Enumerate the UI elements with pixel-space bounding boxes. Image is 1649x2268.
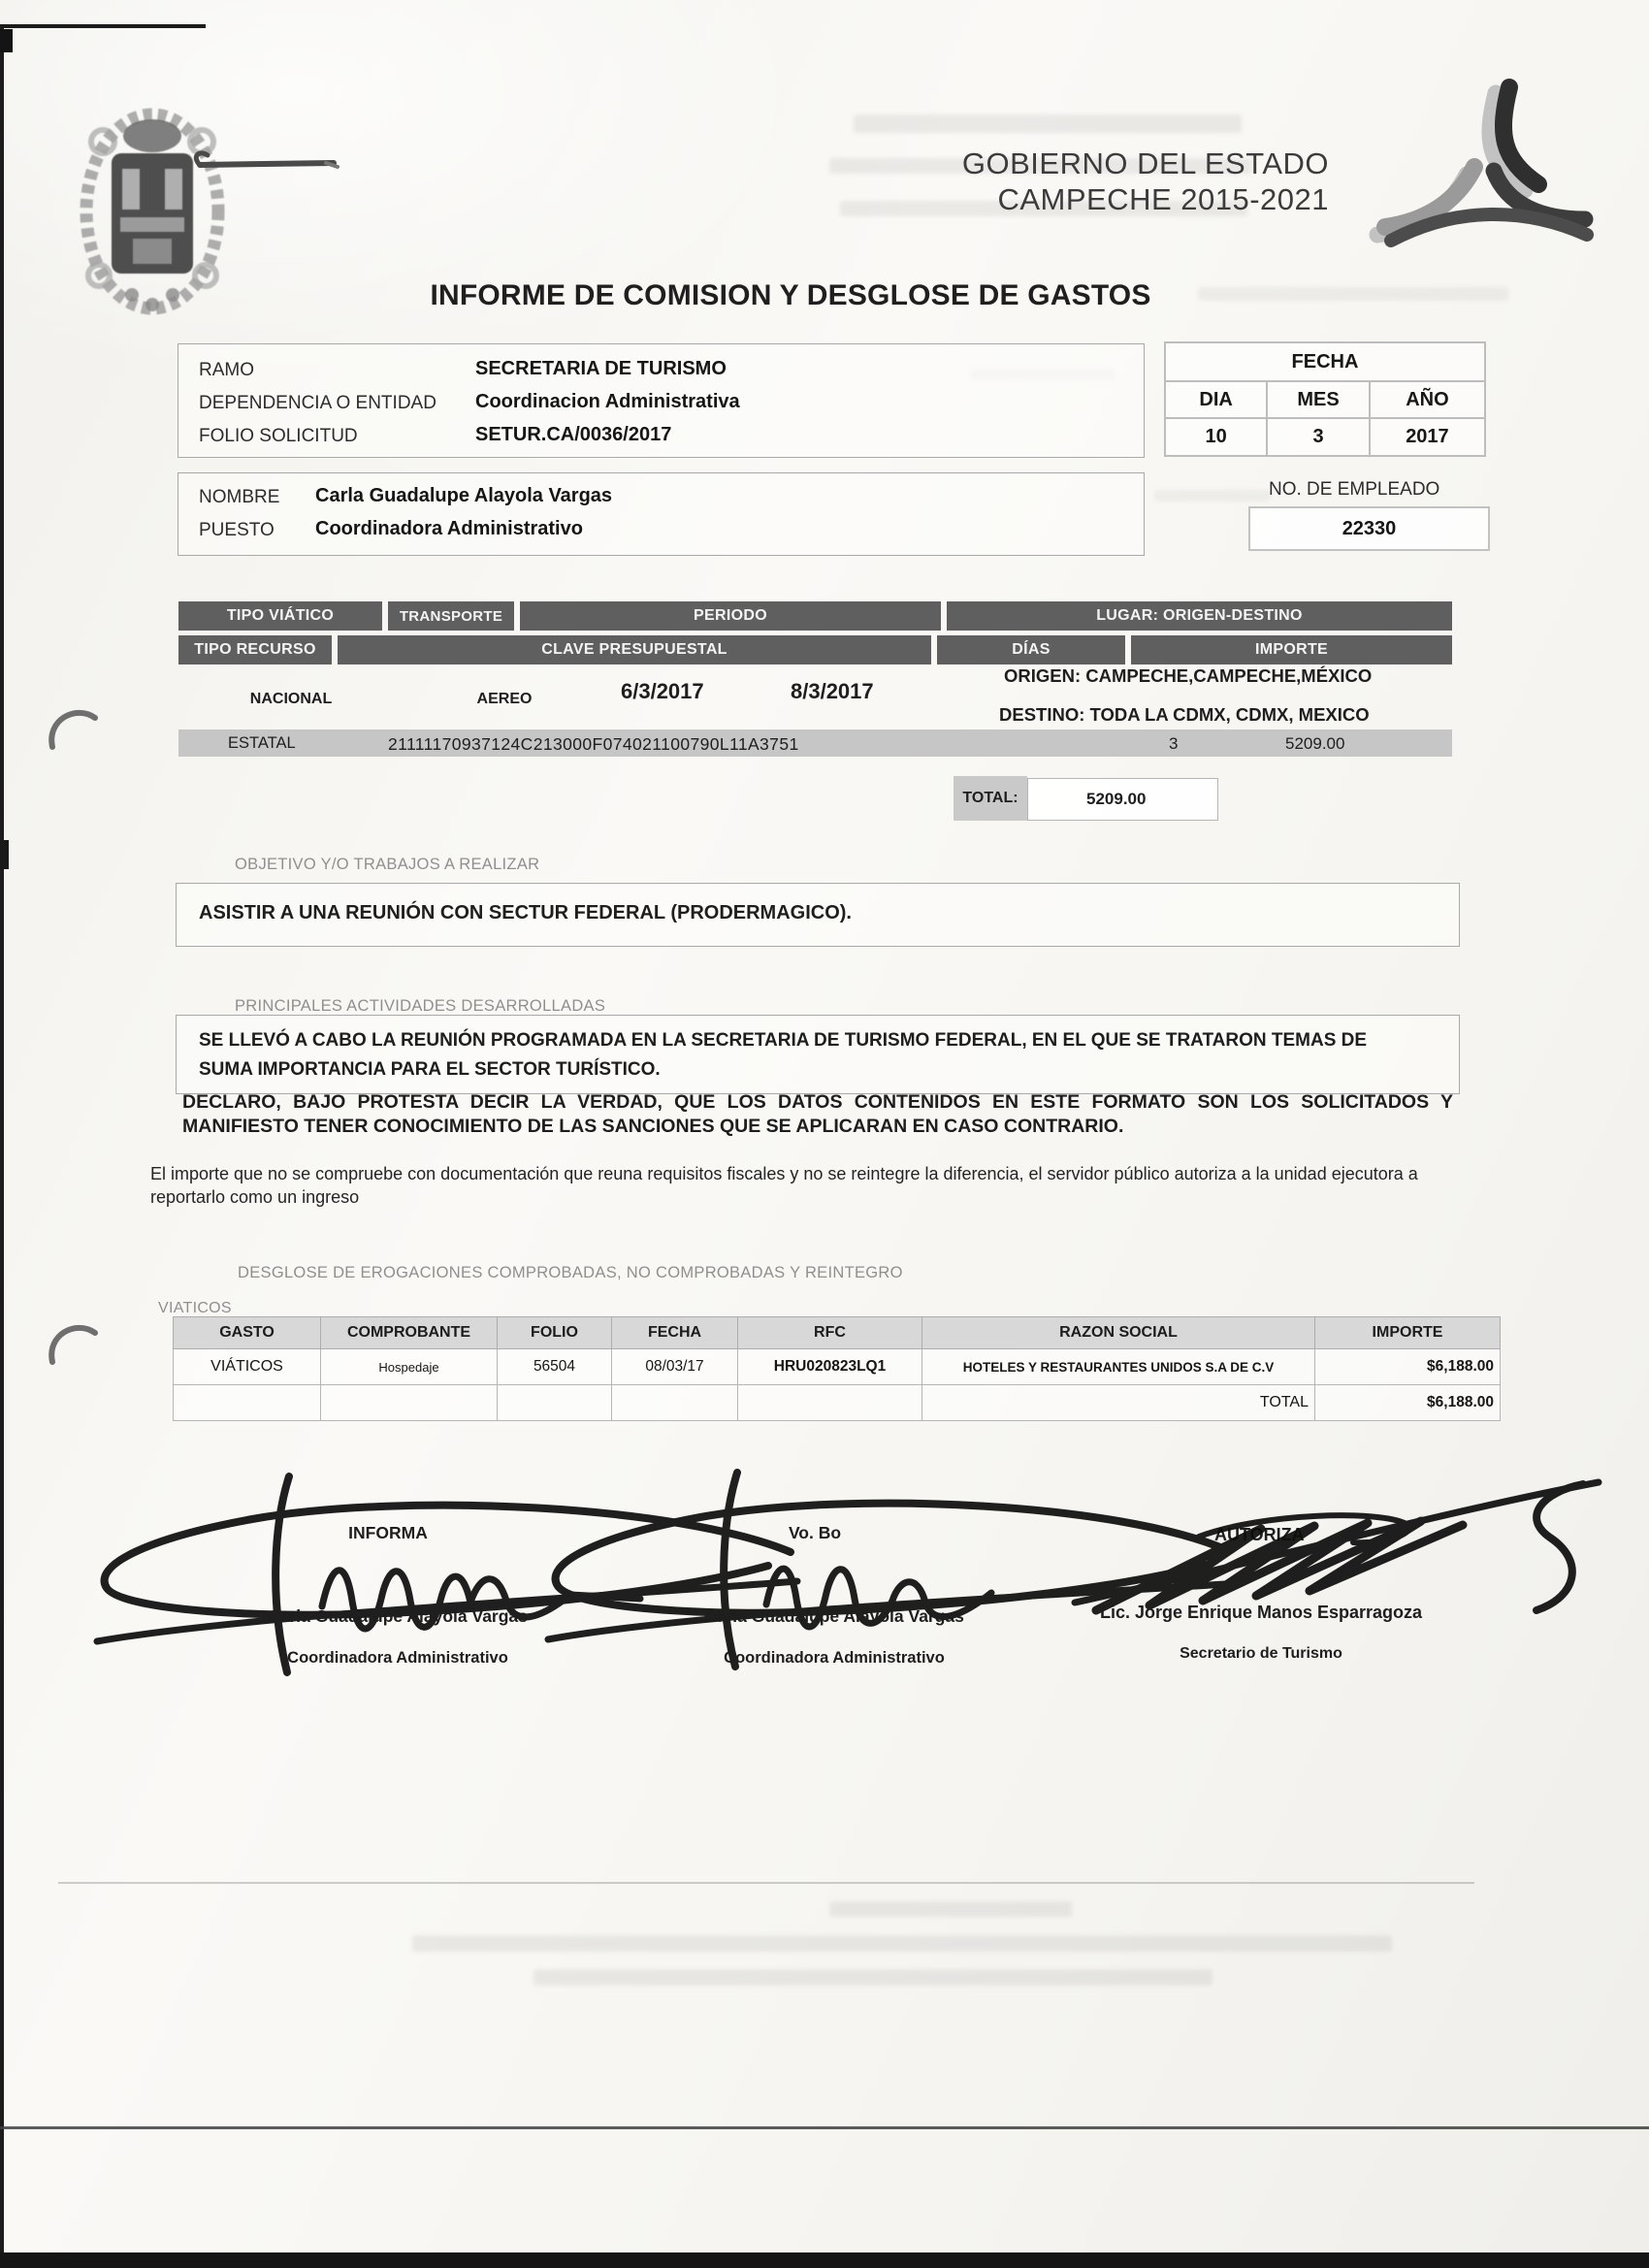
gasto-cell: VIÁTICOS bbox=[174, 1349, 321, 1385]
col-header-lugar: LUGAR: ORIGEN-DESTINO bbox=[947, 601, 1452, 631]
total-label-cell bbox=[954, 776, 1027, 821]
tipo-recurso-value: ESTATAL bbox=[228, 734, 296, 752]
desglose-header-row bbox=[174, 1317, 1501, 1349]
informa-role-label: INFORMA bbox=[348, 1523, 428, 1542]
col-header-dias: DÍAS bbox=[937, 635, 1125, 664]
desglose-header: IMPORTE bbox=[1315, 1317, 1501, 1349]
ramo-value: SECRETARIA DE TURISMO bbox=[475, 358, 727, 379]
fecha-ano-value: 2017 bbox=[1370, 418, 1485, 456]
importe-cell: $6,188.00 bbox=[1315, 1349, 1501, 1385]
scanner-fiber-mark bbox=[47, 1319, 109, 1374]
empty-cell bbox=[174, 1385, 321, 1421]
desglose-total-value: $6,188.00 bbox=[1315, 1385, 1501, 1421]
empty-cell bbox=[738, 1385, 922, 1421]
declaracion-text: DECLARO, BAJO PROTESTA DECIR LA VERDAD, QUE LOS DATOS CONTENIDOS EN ESTE FORMATO SON LOS SOLICITADOS Y MANIFIESTO TENER CONOCIMIENTO DE LAS SANCIONES QUE SE APLICARAN EN CASO CONTRARIO. bbox=[182, 1091, 1453, 1137]
signatures-ink bbox=[0, 1455, 1649, 1707]
bleedthrough-text bbox=[1154, 490, 1271, 502]
staple-icon bbox=[190, 147, 345, 180]
bleedthrough-text bbox=[829, 1901, 1072, 1917]
fecha-dia-label: DIA bbox=[1165, 381, 1267, 418]
scan-left-notch-top bbox=[0, 29, 13, 52]
col-header-transporte: TRANSPORTE bbox=[388, 601, 514, 631]
fecha-mes-value: 3 bbox=[1267, 418, 1370, 456]
folio-label: FOLIO SOLICITUD bbox=[199, 426, 358, 446]
transporte-value: AEREO bbox=[476, 691, 533, 707]
desglose-header: RFC bbox=[738, 1317, 922, 1349]
bleedthrough-rule bbox=[58, 1882, 1474, 1884]
col-header-periodo: PERIODO bbox=[520, 601, 941, 631]
vobo-role-label: Vo. Bo bbox=[788, 1523, 842, 1542]
scan-top-edge bbox=[0, 24, 206, 28]
autoriza-puesto: Secretario de Turismo bbox=[1180, 1645, 1342, 1662]
vobo-nombre: Carla Guadalupe Alayola Vargas bbox=[704, 1606, 964, 1626]
total-value: 5209.00 bbox=[1086, 790, 1147, 808]
puesto-label: PUESTO bbox=[199, 520, 275, 540]
dependencia-label: DEPENDENCIA O ENTIDAD bbox=[199, 393, 436, 413]
desglose-table bbox=[173, 1316, 1501, 1421]
origen-value: ORIGEN: CAMPECHE,CAMPECHE,MÉXICO bbox=[1004, 665, 1373, 686]
col-header-tipo-viatico: TIPO VIÁTICO bbox=[178, 601, 382, 631]
fecha-ano-label: AÑO bbox=[1370, 381, 1485, 418]
vobo-puesto: Coordinadora Administrativo bbox=[724, 1649, 945, 1667]
header-government-name: GOBIERNO DEL ESTADO bbox=[961, 146, 1329, 180]
fecha-dia-value: 10 bbox=[1165, 418, 1267, 456]
government-logo bbox=[1356, 74, 1594, 258]
scan-bottom-bar bbox=[0, 2252, 1649, 2268]
informa-nombre: Carla Guadalupe Alayola Vargas bbox=[268, 1606, 528, 1626]
importe-value: 5209.00 bbox=[1285, 734, 1345, 753]
num-empleado-label: NO. DE EMPLEADO bbox=[1269, 479, 1440, 500]
folio-cell: 56504 bbox=[498, 1349, 612, 1385]
desglose-header: COMPROBANTE bbox=[321, 1317, 498, 1349]
viaticos-sublabel: VIATICOS bbox=[158, 1300, 232, 1316]
comprobante-cell: Hospedaje bbox=[321, 1349, 498, 1385]
recurso-row bbox=[178, 729, 1452, 757]
desglose-header: RAZON SOCIAL bbox=[922, 1317, 1315, 1349]
folio-value: SETUR.CA/0036/2017 bbox=[475, 424, 672, 445]
header-text-block bbox=[873, 146, 1329, 217]
scanner-fiber-mark bbox=[47, 704, 109, 759]
objetivo-text: ASISTIR A UNA REUNIÓN CON SECTUR FEDERAL (PRODERMAGICO). bbox=[199, 902, 852, 923]
clave-value: 21111170937124C213000F074021100790L11A3751 bbox=[388, 734, 799, 754]
scan-left-notch-mid bbox=[0, 840, 9, 869]
periodo-fin-value: 8/3/2017 bbox=[791, 679, 874, 703]
autoriza-nombre: Lic. Jorge Enrique Manos Esparragoza bbox=[1099, 1603, 1423, 1622]
periodo-inicio-value: 6/3/2017 bbox=[621, 679, 704, 703]
page-title: INFORME DE COMISION Y DESGLOSE DE GASTOS bbox=[430, 279, 1151, 311]
total-label: TOTAL: bbox=[962, 790, 1018, 806]
desglose-data-row bbox=[174, 1349, 1501, 1385]
actividades-label: PRINCIPALES ACTIVIDADES DESARROLLADAS bbox=[235, 997, 606, 1015]
desglose-total-row bbox=[174, 1385, 1501, 1421]
empty-cell bbox=[612, 1385, 738, 1421]
destino-value: DESTINO: TODA LA CDMX, CDMX, MEXICO bbox=[999, 704, 1370, 725]
header-period: CAMPECHE 2015-2021 bbox=[997, 182, 1329, 216]
informa-puesto: Coordinadora Administrativo bbox=[287, 1649, 508, 1667]
fecha-mes-label: MES bbox=[1267, 381, 1370, 418]
empty-cell bbox=[498, 1385, 612, 1421]
desglose-header: GASTO bbox=[174, 1317, 321, 1349]
desglose-total-label: TOTAL bbox=[922, 1385, 1315, 1421]
total-value-box bbox=[1027, 778, 1218, 821]
scan-left-edge bbox=[0, 25, 4, 2256]
actividades-text: SE LLEVÓ A CABO LA REUNIÓN PROGRAMADA EN LA SECRETARIA DE TURISMO FEDERAL, EN EL QUE SE TRATARON TEMAS DE SUMA IMPORTANCIA PARA EL SECTOR TURÍSTICO. bbox=[199, 1030, 1368, 1080]
dias-value: 3 bbox=[1169, 734, 1179, 753]
tipo-viatico-value: NACIONAL bbox=[249, 691, 333, 707]
desglose-label: DESGLOSE DE EROGACIONES COMPROBADAS, NO COMPROBADAS Y REINTEGRO bbox=[238, 1264, 903, 1281]
objetivo-label: OBJETIVO Y/O TRABAJOS A REALIZAR bbox=[235, 856, 540, 873]
nombre-value: Carla Guadalupe Alayola Vargas bbox=[315, 485, 613, 506]
col-header-clave: CLAVE PRESUPUESTAL bbox=[338, 635, 931, 664]
razon-social-cell: HOTELES Y RESTAURANTES UNIDOS S.A DE C.V bbox=[922, 1349, 1315, 1385]
fecha-table bbox=[1164, 341, 1486, 457]
desglose-header: FECHA bbox=[612, 1317, 738, 1349]
coat-of-arms-stamp bbox=[74, 103, 231, 324]
num-empleado-value: 22330 bbox=[1342, 517, 1397, 539]
bleedthrough-text bbox=[854, 114, 1242, 133]
dependencia-value: Coordinacion Administrativa bbox=[475, 391, 740, 412]
ramo-label: RAMO bbox=[199, 360, 254, 380]
nota-text: El importe que no se compruebe con documentación que reuna requisitos fiscales y no se reintegre la diferencia, el servidor público autoriza a la unidad ejecutora a reportarlo como un ingreso bbox=[150, 1164, 1418, 1207]
nombre-label: NOMBRE bbox=[199, 487, 280, 507]
desglose-header: FOLIO bbox=[498, 1317, 612, 1349]
empty-cell bbox=[321, 1385, 498, 1421]
autoriza-role-label: AUTORIZA bbox=[1214, 1525, 1305, 1544]
puesto-value: Coordinadora Administrativo bbox=[315, 518, 583, 539]
bleedthrough-text bbox=[412, 1935, 1392, 1952]
fecha-cell: 08/03/17 bbox=[612, 1349, 738, 1385]
col-header-importe: IMPORTE bbox=[1131, 635, 1452, 664]
fecha-header: FECHA bbox=[1165, 342, 1485, 381]
scan-bottom-line bbox=[0, 2126, 1649, 2129]
col-header-tipo-recurso: TIPO RECURSO bbox=[178, 635, 332, 664]
bleedthrough-text bbox=[534, 1969, 1212, 1986]
num-empleado-box bbox=[1248, 506, 1490, 551]
rfc-cell: HRU020823LQ1 bbox=[738, 1349, 922, 1385]
